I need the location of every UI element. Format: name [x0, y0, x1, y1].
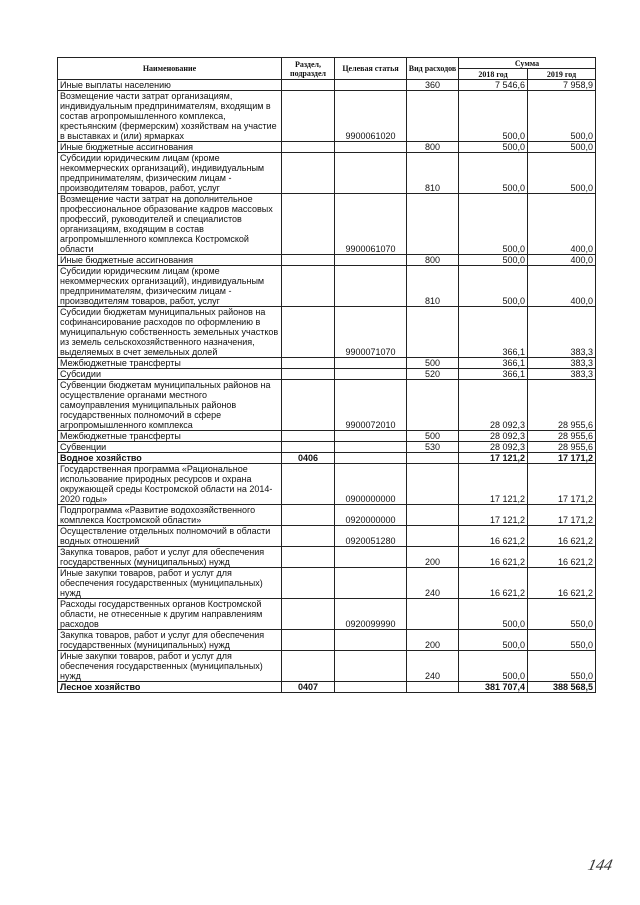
cell-2019: 400,0 [528, 255, 596, 266]
cell-name: Осуществление отдельных полномочий в области водных отношений [58, 526, 282, 547]
cell-razdel [282, 630, 335, 651]
table-row [58, 453, 596, 464]
cell-razdel [282, 266, 335, 307]
cell-razdel [282, 80, 335, 91]
cell-target: 0900000000 [335, 464, 407, 505]
cell-2018: 366,1 [459, 358, 528, 369]
cell-name: Иные закупки товаров, работ и услуг для обеспечения государственных (муниципальных) нужд [58, 568, 282, 599]
cell-target: 9900061070 [335, 194, 407, 255]
cell-2019: 550,0 [528, 599, 596, 630]
cell-target: 0920099990 [335, 599, 407, 630]
table-row [58, 442, 596, 453]
cell-2019: 383,3 [528, 369, 596, 380]
cell-razdel [282, 526, 335, 547]
cell-target [335, 547, 407, 568]
cell-vid: 500 [407, 431, 459, 442]
cell-2019: 17 171,2 [528, 464, 596, 505]
table-row [58, 630, 596, 651]
table-row [58, 380, 596, 431]
header-year-2019: 2019 год [528, 69, 596, 80]
cell-target [335, 651, 407, 682]
cell-target [335, 80, 407, 91]
cell-razdel [282, 153, 335, 194]
cell-target [335, 358, 407, 369]
cell-target [335, 568, 407, 599]
cell-name: Субвенции [58, 442, 282, 453]
cell-razdel: 0407 [282, 682, 335, 693]
cell-name: Иные бюджетные ассигнования [58, 255, 282, 266]
cell-vid: 810 [407, 153, 459, 194]
cell-name: Закупка товаров, работ и услуг для обеспечения государственных (муниципальных) нужд [58, 547, 282, 568]
table-row [58, 358, 596, 369]
cell-2018: 28 092,3 [459, 431, 528, 442]
cell-2019: 7 958,9 [528, 80, 596, 91]
cell-vid [407, 682, 459, 693]
cell-name: Субсидии юридическим лицам (кроме некоммерческих организаций), индивидуальным предпринимателям, физическим лицам - производителям товаров, работ, услуг [58, 153, 282, 194]
cell-2019: 383,3 [528, 358, 596, 369]
budget-table [57, 57, 596, 693]
cell-target: 9900072010 [335, 380, 407, 431]
cell-2018: 381 707,4 [459, 682, 528, 693]
cell-target [335, 369, 407, 380]
page-number: 144 [586, 857, 614, 874]
cell-2019: 550,0 [528, 630, 596, 651]
cell-razdel [282, 568, 335, 599]
cell-2018: 16 621,2 [459, 526, 528, 547]
cell-vid: 520 [407, 369, 459, 380]
cell-razdel [282, 194, 335, 255]
table-row [58, 547, 596, 568]
cell-2019: 383,3 [528, 307, 596, 358]
cell-2019: 500,0 [528, 153, 596, 194]
table-row [58, 682, 596, 693]
cell-2018: 500,0 [459, 266, 528, 307]
cell-razdel [282, 91, 335, 142]
cell-2019: 500,0 [528, 91, 596, 142]
cell-name: Возмещение части затрат организациям, индивидуальным предпринимателям, входящим в состав агропромышленного комплекса, крестьянским (фермерским) хозяйствам на участие в выставках и (или) ярмарках [58, 91, 282, 142]
cell-vid [407, 464, 459, 505]
table-row [58, 91, 596, 142]
cell-razdel [282, 442, 335, 453]
cell-vid [407, 380, 459, 431]
cell-name: Закупка товаров, работ и услуг для обеспечения государственных (муниципальных) нужд [58, 630, 282, 651]
cell-name: Межбюджетные трансферты [58, 431, 282, 442]
header-name: Наименование [58, 58, 282, 80]
cell-2018: 500,0 [459, 630, 528, 651]
cell-2018: 366,1 [459, 307, 528, 358]
table-row [58, 194, 596, 255]
cell-razdel [282, 255, 335, 266]
cell-razdel [282, 651, 335, 682]
cell-name: Субсидии юридическим лицам (кроме некоммерческих организаций), индивидуальным предпринимателям, физическим лицам - производителям товаров, работ, услуг [58, 266, 282, 307]
table-row [58, 307, 596, 358]
cell-vid: 200 [407, 630, 459, 651]
table-row [58, 255, 596, 266]
cell-vid [407, 91, 459, 142]
cell-2019: 400,0 [528, 194, 596, 255]
cell-razdel: 0406 [282, 453, 335, 464]
cell-2019: 16 621,2 [528, 526, 596, 547]
cell-razdel [282, 358, 335, 369]
cell-razdel [282, 369, 335, 380]
cell-2018: 500,0 [459, 153, 528, 194]
header-razdel: Раздел, подраздел [282, 58, 335, 80]
cell-target: 9900071070 [335, 307, 407, 358]
cell-target [335, 453, 407, 464]
cell-razdel [282, 599, 335, 630]
cell-name: Иные бюджетные ассигнования [58, 142, 282, 153]
cell-2018: 500,0 [459, 194, 528, 255]
cell-2019: 500,0 [528, 142, 596, 153]
cell-2019: 17 171,2 [528, 505, 596, 526]
cell-name: Возмещение части затрат на дополнительное профессиональное образование кадров массовых профессий, руководителей и специалистов организациям, входящим в состав агропромышленного комплекса Костромской области [58, 194, 282, 255]
cell-razdel [282, 547, 335, 568]
table-row [58, 505, 596, 526]
table-row [58, 266, 596, 307]
cell-2019: 17 171,2 [528, 453, 596, 464]
cell-name: Расходы государственных органов Костромской области, не отнесенные к другим направлениям расходов [58, 599, 282, 630]
cell-vid: 530 [407, 442, 459, 453]
cell-2018: 28 092,3 [459, 380, 528, 431]
cell-target [335, 266, 407, 307]
cell-2018: 7 546,6 [459, 80, 528, 91]
cell-2018: 17 121,2 [459, 464, 528, 505]
cell-2018: 500,0 [459, 255, 528, 266]
cell-vid: 240 [407, 651, 459, 682]
cell-2019: 16 621,2 [528, 568, 596, 599]
cell-vid: 810 [407, 266, 459, 307]
cell-vid [407, 194, 459, 255]
header-year-2018: 2018 год [459, 69, 528, 80]
cell-2019: 400,0 [528, 266, 596, 307]
cell-target [335, 442, 407, 453]
table-row [58, 431, 596, 442]
header-vid: Вид расходов [407, 58, 459, 80]
cell-2018: 500,0 [459, 142, 528, 153]
cell-razdel [282, 307, 335, 358]
cell-2018: 500,0 [459, 91, 528, 142]
cell-2019: 550,0 [528, 651, 596, 682]
cell-2018: 28 092,3 [459, 442, 528, 453]
cell-target: 0920000000 [335, 505, 407, 526]
cell-name: Водное хозяйство [58, 453, 282, 464]
header-target: Целевая статья [335, 58, 407, 80]
table-row [58, 369, 596, 380]
table-row [58, 153, 596, 194]
table-row [58, 464, 596, 505]
cell-name: Межбюджетные трансферты [58, 358, 282, 369]
cell-2018: 366,1 [459, 369, 528, 380]
cell-2019: 16 621,2 [528, 547, 596, 568]
cell-target [335, 682, 407, 693]
table-row [58, 599, 596, 630]
cell-name: Субсидии [58, 369, 282, 380]
cell-vid: 800 [407, 255, 459, 266]
table-row [58, 651, 596, 682]
cell-razdel [282, 142, 335, 153]
cell-vid: 240 [407, 568, 459, 599]
cell-razdel [282, 464, 335, 505]
cell-razdel [282, 505, 335, 526]
cell-vid [407, 453, 459, 464]
cell-name: Лесное хозяйство [58, 682, 282, 693]
cell-vid [407, 599, 459, 630]
cell-razdel [282, 380, 335, 431]
cell-target [335, 153, 407, 194]
cell-vid [407, 307, 459, 358]
table-row [58, 142, 596, 153]
cell-target: 0920051280 [335, 526, 407, 547]
table-row [58, 568, 596, 599]
cell-name: Субвенции бюджетам муниципальных районов на осуществление органами местного самоуправления муниципальных районов государственных полномочий в сфере агропромышленного комплекса [58, 380, 282, 431]
cell-2019: 388 568,5 [528, 682, 596, 693]
cell-2018: 17 121,2 [459, 505, 528, 526]
cell-2018: 16 621,2 [459, 568, 528, 599]
header-sum: Сумма [459, 58, 596, 69]
table-body [58, 80, 596, 693]
budget-sheet [57, 57, 596, 693]
cell-target: 9900061020 [335, 91, 407, 142]
cell-2018: 16 621,2 [459, 547, 528, 568]
cell-2019: 28 955,6 [528, 442, 596, 453]
cell-vid [407, 505, 459, 526]
cell-name: Государственная программа «Рациональное использование природных ресурсов и охрана окружающей среды Костромской области на 2014-2020 годы» [58, 464, 282, 505]
cell-2018: 500,0 [459, 651, 528, 682]
cell-target [335, 255, 407, 266]
cell-vid: 800 [407, 142, 459, 153]
cell-name: Подпрограмма «Развитие водохозяйственного комплекса Костромской области» [58, 505, 282, 526]
cell-razdel [282, 431, 335, 442]
table-row [58, 526, 596, 547]
cell-vid [407, 526, 459, 547]
cell-name: Иные выплаты населению [58, 80, 282, 91]
cell-name: Иные закупки товаров, работ и услуг для обеспечения государственных (муниципальных) нужд [58, 651, 282, 682]
cell-2018: 17 121,2 [459, 453, 528, 464]
cell-2019: 28 955,6 [528, 431, 596, 442]
cell-vid: 200 [407, 547, 459, 568]
cell-vid: 360 [407, 80, 459, 91]
cell-target [335, 630, 407, 651]
cell-vid: 500 [407, 358, 459, 369]
cell-target [335, 142, 407, 153]
cell-2019: 28 955,6 [528, 380, 596, 431]
table-row [58, 80, 596, 91]
cell-2018: 500,0 [459, 599, 528, 630]
cell-name: Субсидии бюджетам муниципальных районов на софинансирование расходов по оформлению в муниципальную собственность земельных участков из земель сельскохозяйственного назначения, выделяемых в счет земельных долей [58, 307, 282, 358]
cell-target [335, 431, 407, 442]
